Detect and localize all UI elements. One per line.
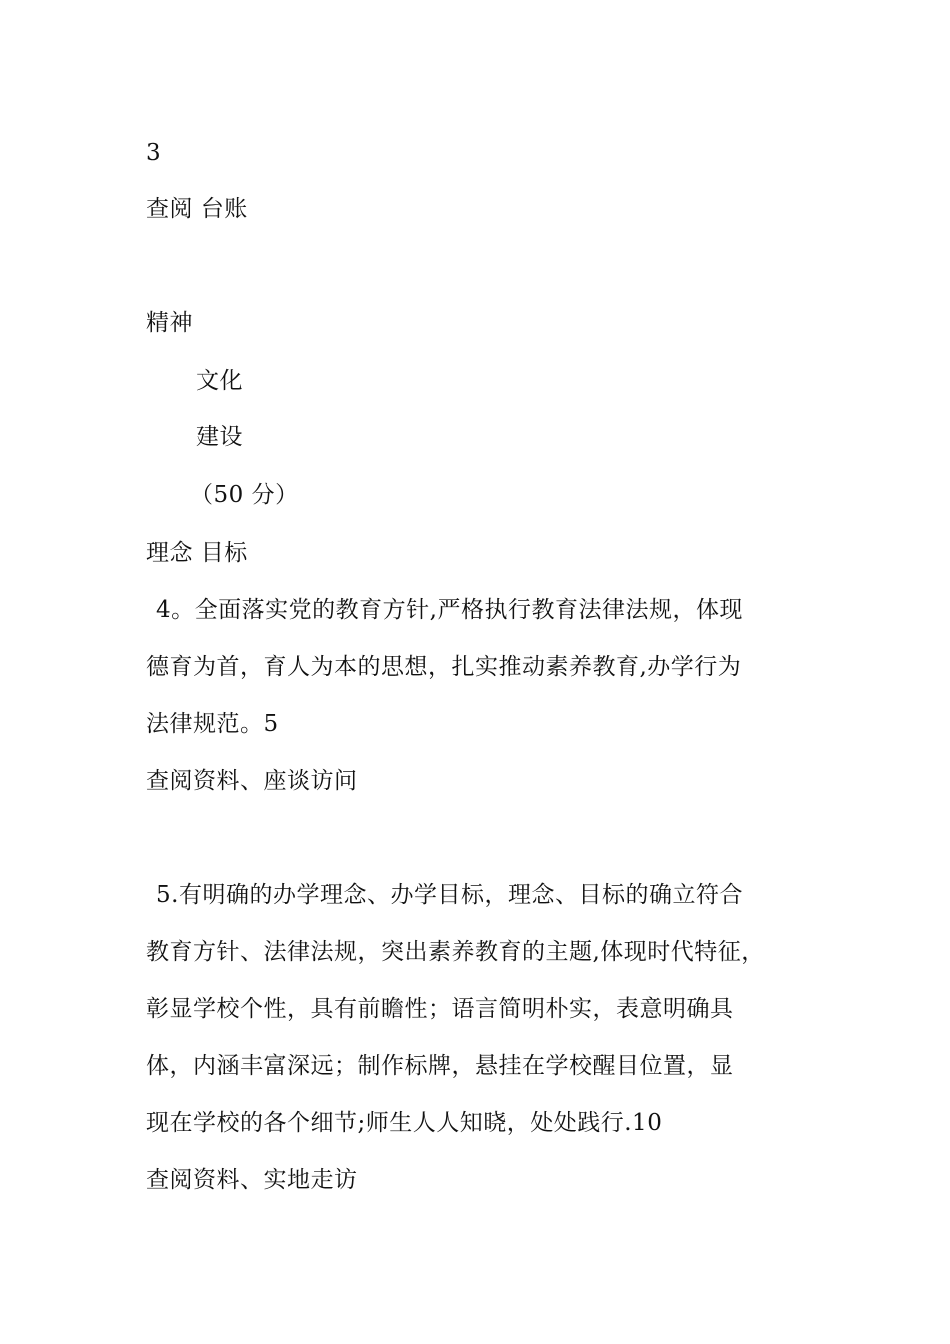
subcategory-text: 理念 目标	[146, 540, 248, 566]
item-5-line-3: 彰显学校个性，具有前瞻性；语言简明朴实，表意明确具	[146, 996, 734, 1022]
item-5-line-5: 现在学校的各个细节;师生人人知晓，处处践行.10	[146, 1110, 663, 1136]
item-4-line-3: 法律规范。5	[146, 711, 279, 737]
score-number: 3	[146, 140, 162, 166]
item-5-method: 查阅资料、实地走访	[146, 1167, 358, 1193]
item-4-method: 查阅资料、座谈访问	[146, 768, 358, 794]
item-4-line-1: 4。全面落实党的教育方针,严格执行教育法律法规，体现	[156, 597, 743, 623]
item-4-line-2: 德育为首，育人为本的思想，扎实推动素养教育,办学行为	[146, 654, 742, 680]
method-text: 查阅 台账	[146, 196, 248, 222]
category-text-1: 精神	[146, 310, 193, 336]
category-text-2: 文化	[196, 368, 243, 394]
item-5-line-2: 教育方针、法律法规，突出素养教育的主题,体现时代特征，	[146, 939, 765, 965]
category-text-3: 建设	[196, 424, 243, 450]
item-5-line-1: 5.有明确的办学理念、办学目标，理念、目标的确立符合	[156, 882, 743, 908]
item-5-line-4: 体，内涵丰富深远；制作标牌，悬挂在学校醒目位置，显	[146, 1053, 734, 1079]
category-score: （50 分）	[190, 482, 299, 508]
